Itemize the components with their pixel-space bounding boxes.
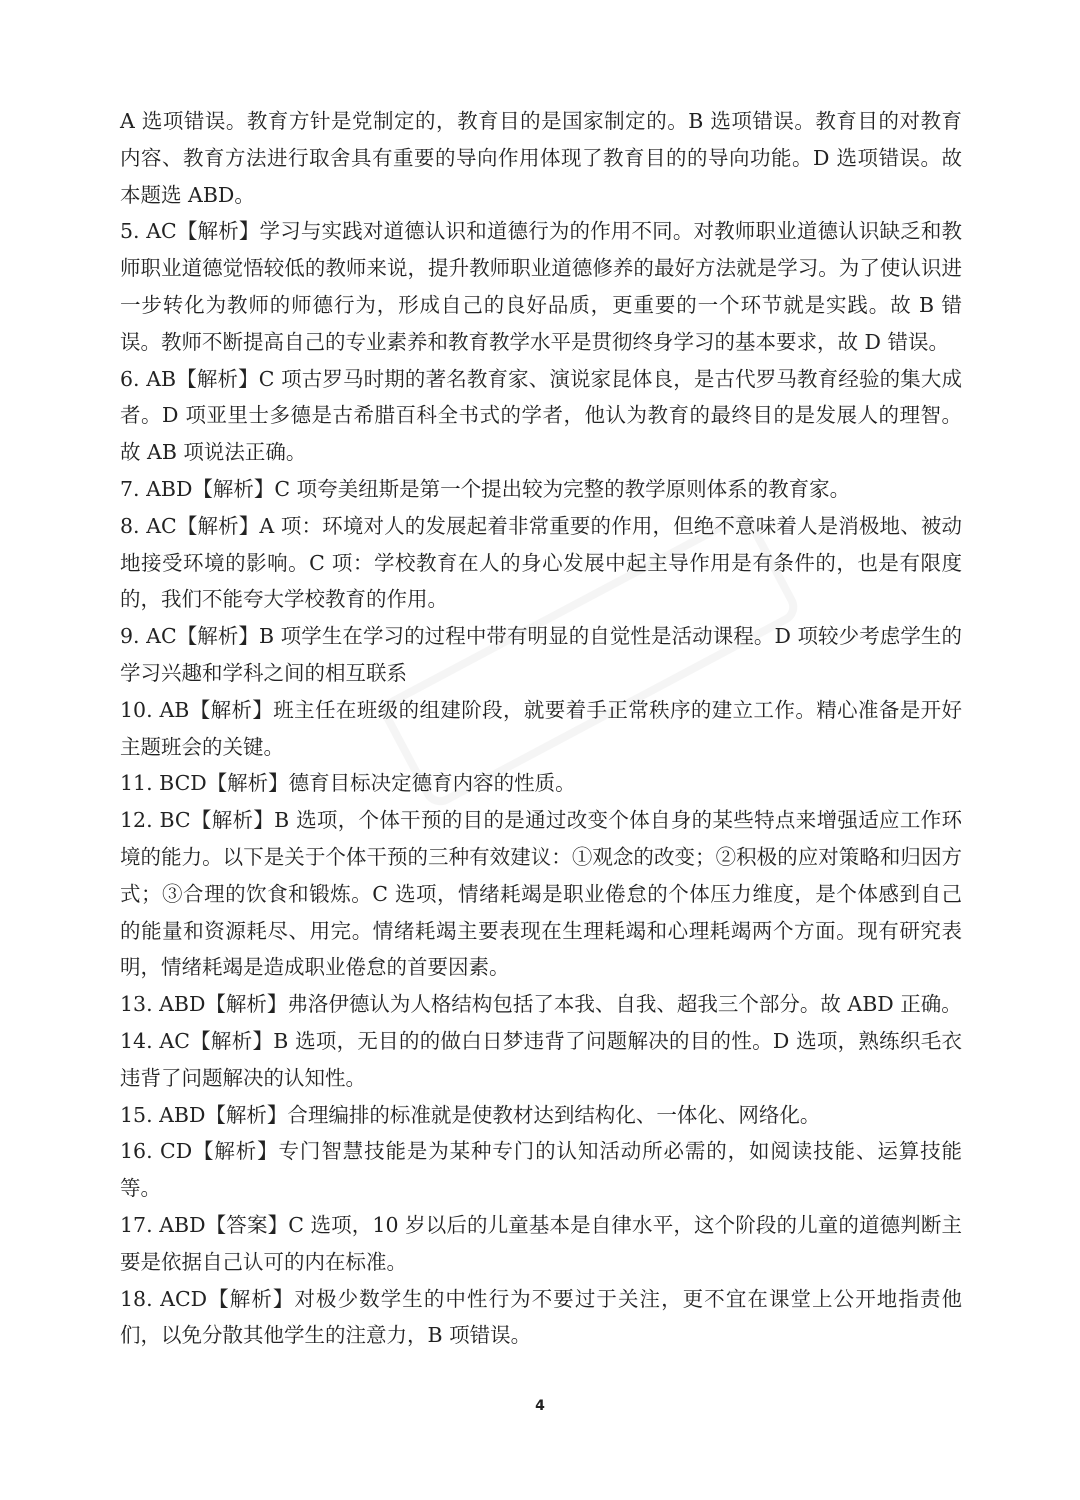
answer-15: 15. ABD【解析】合理编排的标准就是使教材达到结构化、一体化、网络化。 (120, 1102, 821, 1127)
answer-16: 16. CD【解析】专门智慧技能是为某种专门的认知活动所必需的，如阅读技能、运算技能等。 (120, 1139, 962, 1201)
answer-13: 13. ABD【解析】弗洛伊德认为人格结构包括了本我、自我、超我三个部分。故 ABD 正确。 (120, 992, 962, 1017)
answer-9: 9. AC【解析】B 项学生在学习的过程中带有明显的自觉性是活动课程。D 项较少考虑学生的学习兴趣和学科之间的相互联系 (120, 624, 962, 685)
answer-10: 10. AB【解析】班主任在班级的组建阶段，就要着手正常秩序的建立工作。精心准备是开好主题班会的关键。 (120, 697, 962, 759)
answer-5: 5. AC【解析】学习与实践对道德认识和道德行为的作用不同。对教师职业道德认识缺乏和教师职业道德觉悟较低的教师来说，提升教师职业道德修养的最好方法就是学习。为了使认识进一步转化为教师的师德行为，形成自己的良好品质，更重要的一个环节就是实践。故 B 错误。教师不断提高自己的专业素养和教育教学水平是贯彻终身学习的基本要求，故 D 错误。 (120, 219, 962, 354)
answer-8: 8. AC【解析】A 项：环境对人的发展起着非常重要的作用，但绝不意味着人是消极地、被动地接受环境的影响。C 项：学校教育在人的身心发展中起主导作用是有条件的，也是有限度的，我们不能夸大学校教育的作用。 (120, 513, 962, 612)
answer-explanations (120, 103, 962, 1354)
answer-18: 18. ACD【解析】对极少数学生的中性行为不要过于关注，更不宜在课堂上公开地指责他们，以免分散其他学生的注意力，B 项错误。 (120, 1286, 962, 1348)
page-number: 4 (535, 1398, 545, 1414)
answer-14: 14. AC【解析】B 选项，无目的的做白日梦违背了问题解决的目的性。D 选项，熟练织毛衣违背了问题解决的认知性。 (120, 1028, 962, 1090)
answer-17: 17. ABD【答案】C 选项，10 岁以后的儿童基本是自律水平，这个阶段的儿童的道德判断主要是依据自己认可的内在标准。 (120, 1212, 962, 1274)
paragraph-continuation: A 选项错误。教育方针是党制定的，教育目的是国家制定的。B 选项错误。教育目的对教育内容、教育方法进行取舍具有重要的导向作用体现了教育目的的导向功能。D 选项错误。故本题选 ABD。 (120, 109, 962, 207)
answer-11: 11. BCD【解析】德育目标决定德育内容的性质。 (120, 771, 576, 796)
answer-6: 6. AB【解析】C 项古罗马时期的著名教育家、演说家昆体良，是古代罗马教育经验的集大成者。D 项亚里士多德是古希腊百科全书式的学者，他认为教育的最终目的是发展人的理智。故 AB 项说法正确。 (120, 366, 962, 465)
answer-12: 12. BC【解析】B 选项，个体干预的目的是通过改变个体自身的某些特点来增强适应工作环境的能力。以下是关于个体干预的三种有效建议：①观念的改变；②积极的应对策略和归因方式；③合理的饮食和锻炼。C 选项，情绪耗竭是职业倦怠的个体压力维度，是个体感到自己的能量和资源耗尽、用完。情绪耗竭主要表现在生理耗竭和心理耗竭两个方面。现有研究表明，情绪耗竭是造成职业倦怠的首要因素。 (120, 808, 962, 980)
answer-7: 7. ABD【解析】C 项夸美纽斯是第一个提出较为完整的教学原则体系的教育家。 (120, 476, 851, 501)
